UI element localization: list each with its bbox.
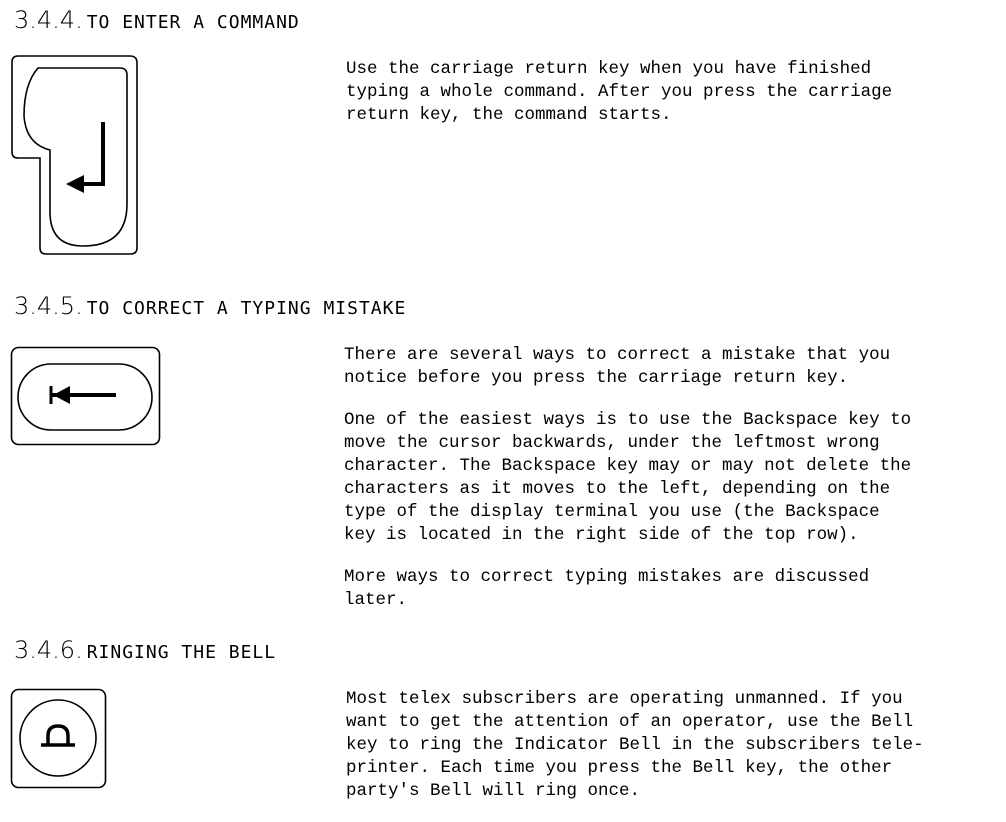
backspace-key-icon xyxy=(10,346,162,448)
section-title: RINGING THE BELL xyxy=(86,642,277,663)
section-heading-enter-command xyxy=(14,6,300,34)
section-title: TO CORRECT A TYPING MISTAKE xyxy=(86,298,407,319)
section-body-enter-command xyxy=(346,58,996,146)
section-body-ringing-bell xyxy=(346,688,996,822)
section-number: 3.4.6. xyxy=(14,636,83,664)
section-number: 3.4.4. xyxy=(14,6,83,34)
paragraph: There are several ways to correct a mistake that you notice before you press the carriage return key. xyxy=(344,345,891,388)
section-body-correct-mistake xyxy=(344,344,994,631)
section-heading-correct-mistake xyxy=(14,292,406,320)
paragraph: Most telex subscribers are operating unmanned. If you want to get the attention of an operator, use the Bell key to ring the Indicator Bell in the subscribers tele- printer. Each time you press the Bell key, the other party's Bell will ring once. xyxy=(346,689,924,801)
carriage-return-key-icon xyxy=(10,54,140,256)
bell-key-icon xyxy=(10,688,108,790)
paragraph: One of the easiest ways is to use the Backspace key to move the cursor backwards, under the leftmost wrong character. The Backspace key may or may not delete the characters as it moves to the left, depending on the type of the display terminal you use (the Backspace key is located in the right side of the top row). xyxy=(344,410,912,545)
paragraph: Use the carriage return key when you have finished typing a whole command. After you press the carriage return key, the command starts. xyxy=(346,59,893,125)
section-number: 3.4.5. xyxy=(14,292,83,320)
section-heading-ringing-bell xyxy=(14,636,276,664)
section-title: TO ENTER A COMMAND xyxy=(86,12,300,33)
paragraph: More ways to correct typing mistakes are discussed later. xyxy=(344,567,870,610)
